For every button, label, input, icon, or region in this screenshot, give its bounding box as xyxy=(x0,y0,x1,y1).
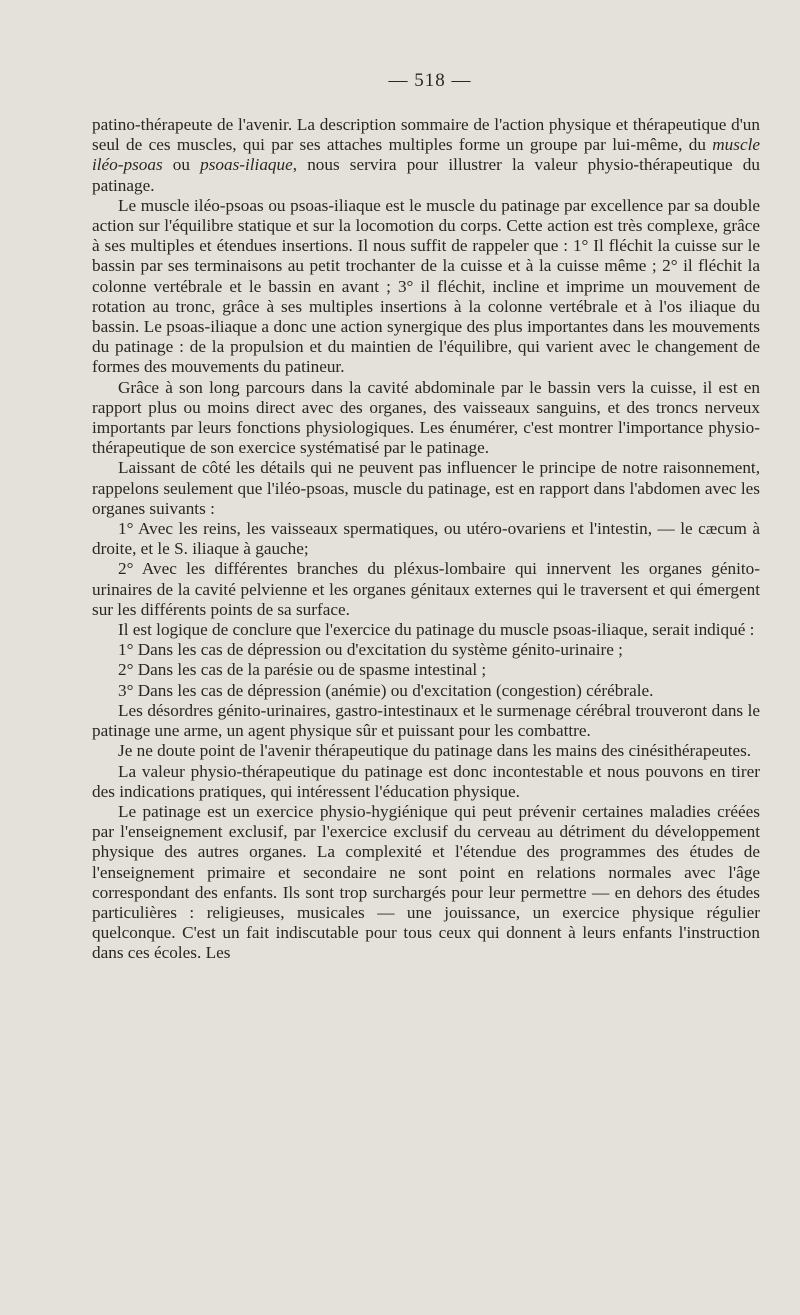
paragraph-6: 2° Avec les différentes branches du pléxus-lombaire qui innervent les organes génito-urinaires de la cavité pelvienne et les organes génitaux externes qui le traversent et qui émergent sur les différents points de sa surface. xyxy=(92,559,760,619)
term-psoas-iliaque: psoas-iliaque xyxy=(200,155,293,175)
paragraph-11: Les désordres génito-urinaires, gastro-intestinaux et le surmenage cérébral trouveront dans le patinage une arme, un agent physique sûr et puissant pour les combattre. xyxy=(92,700,760,741)
paragraph-12: Je ne doute point de l'avenir thérapeutique du patinage dans les mains des cinésithérapeutes. xyxy=(118,741,752,761)
paragraph-9: 2° Dans les cas de la parésie ou de spasme intestinal ; xyxy=(118,660,487,680)
body-text xyxy=(92,115,760,964)
paragraph-1: patino-thérapeute de l'avenir. La description sommaire de l'action physique et thérapeutique d'un seul de ces muscles, qui par ses attaches multiples forme un groupe par lui-même, du muscle iléo-psoas ou psoas-iliaque, nous servira pour illustrer la valeur physio-thérapeutique du patinage. xyxy=(92,115,760,195)
page-number: — 518 — xyxy=(388,70,472,91)
paragraph-4: Laissant de côté les détails qui ne peuvent pas influencer le principe de notre raisonnement, rappelons seulement que l'iléo-psoas, muscle du patinage, est en rapport dans l'abdomen avec les organes suivants : xyxy=(92,458,760,518)
paragraph-14: Le patinage est un exercice physio-hygiénique qui peut prévenir certaines maladies créées par l'enseignement exclusif, par l'exercice exclusif du cerveau au détriment du développement physique des autres organes. La complexité et l'étendue des programmes des études de l'enseignement primaire et secondaire ne sont point en relations normales avec l'âge correspondant des enfants. Ils sont trop surchargés pour leur permettre — en dehors des études particulières : religieuses, musicales — une jouissance, un exercice physique régulier quelconque. C'est un fait indiscutable pour tous ceux qui donnent à leurs enfants l'instruction dans ces écoles. Les xyxy=(92,801,760,963)
term-muscle-ileo-psoas: muscle iléo-psoas xyxy=(92,135,760,175)
paragraph-10: 3° Dans les cas de dépression (anémie) ou d'excitation (congestion) cérébrale. xyxy=(118,680,654,700)
paragraph-13: La valeur physio-thérapeutique du patinage est donc incontestable et nous pouvons en tirer des indications pratiques, qui intéressent l'éducation physique. xyxy=(92,761,760,801)
paragraph-3: Grâce à son long parcours dans la cavité abdominale par le bassin vers la cuisse, il est en rapport plus ou moins direct avec des organes, des vaisseaux sanguins, et des troncs nerveux importants par leurs fonctions physiologiques. Les énumérer, c'est montrer l'importance physio-thérapeutique de son exercice systématisé par le patinage. xyxy=(92,377,760,458)
paragraph-5: 1° Avec les reins, les vaisseaux spermatiques, ou utéro-ovariens et l'intestin, — le cæcum à droite, et le S. iliaque à gauche; xyxy=(92,519,760,559)
paragraph-7: Il est logique de conclure que l'exercice du patinage du muscle psoas-iliaque, serait indiqué : xyxy=(118,620,755,640)
paragraph-2: Le muscle iléo-psoas ou psoas-iliaque est le muscle du patinage par excellence par sa double action sur l'équilibre statique et sur la locomotion du corps. Cette action est très complexe, grâce à ses multiples et étendues insertions. Il nous suffit de rappeler que : 1° Il fléchit la cuisse sur le bassin par ses terminaisons au petit trochanter de la cuisse et à la cuisse même ; 2° il fléchit la colonne vertébrale et le bassin en avant ; 3° il fléchit, incline et imprime un mouvement de rotation au tronc, grâce à ses multiples insertions à la colonne vertébrale et à l'os iliaque du bassin. Le psoas-iliaque a donc une action synergique des plus importantes dans les mouvements du patinage : de la propulsion et du maintien de l'équilibre, qui varient avec le changement de formes des mouvements du patineur. xyxy=(92,195,760,377)
paragraph-8: 1° Dans les cas de dépression ou d'excitation du système génito-urinaire ; xyxy=(118,640,623,660)
